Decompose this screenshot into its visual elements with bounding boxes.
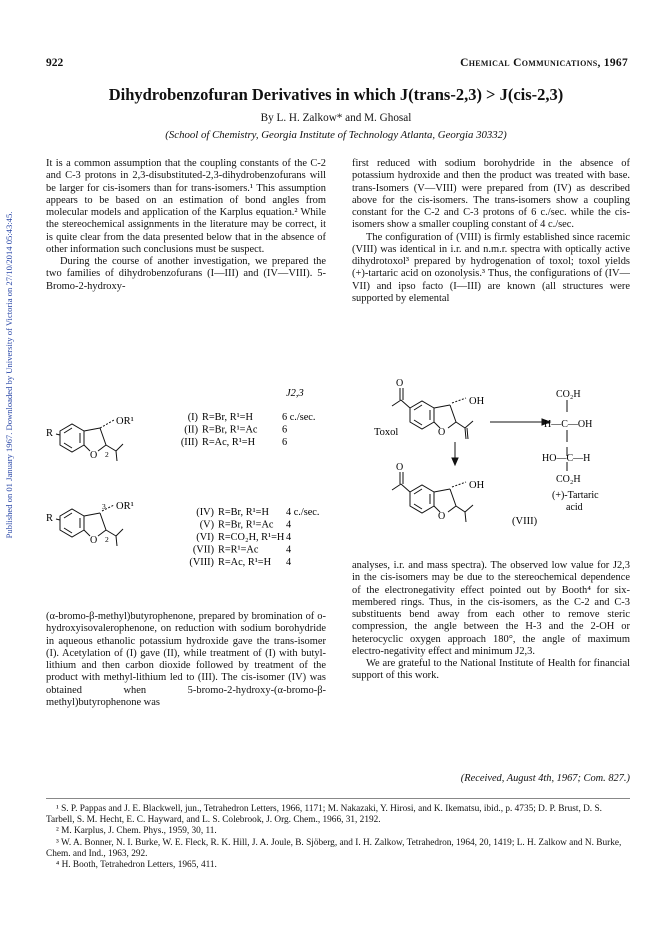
toxol-label: Toxol [374,427,399,438]
cis-row-4-id: (VII) [192,544,214,556]
cis-structure-table [46,497,336,587]
page-number: 922 [46,57,64,69]
j23-header: J2,3 [286,388,304,399]
cis-row-2-j: 4 [286,519,292,531]
received-date: (Received, August 4th, 1967; Com. 827.) [460,773,630,784]
trans-row-1-j: 6 c./sec. [282,412,316,423]
footnote-rule [46,798,630,799]
trans-row-3-j: 6 [282,437,288,448]
trans-or1-label: OR¹ [116,416,134,427]
toxol-ring-o: O [438,427,446,438]
trans-row-1-subst: R=Br, R¹=H [202,412,253,423]
cis-table-rows [189,507,319,568]
paragraph-4: first reduced with sodium borohydride in the absence of potassium hydroxide and then the product was treated with base. trans-Isomers (V—VIII) were prepared from (IV) as described above for the cis-isomers. The trans-isomers show a coupling constant for the C-2 and C-3 protons of 6 c./sec. while the cis-isomers show a smaller coupling constant of 4 c./sec. [352,158,630,231]
article-title: Dihydrobenzofuran Derivatives in which J(trans-2,3) > J(cis-2,3) [108,85,564,104]
cis-position-2: 2 [105,535,109,544]
viii-carbonyl-o: O [396,462,404,473]
cis-row-3-j: 4 [286,532,292,543]
paragraph-2: During the course of another investigation, we prepared the two families of dihydrobenzofurans (I—III) and (IV—VIII). 5-Bromo-2-hydroxy- [46,256,326,292]
trans-row-1-id: (I) [187,412,198,423]
cis-row-4-subst: R=R¹=Ac [218,544,259,556]
paragraph-5: The configuration of (VIII) is firmly established since racemic (VIII) was identical in i.r. and n.m.r. spectra with optically active dihydrotoxol³ prepared by hydrogenation of toxol; toxol yields (+)-tartaric acid on ozonolysis.³ Thus, the configurations of (IV—VII) and ipso facto (I—III) are known (all structures were supported by elemental [352,231,630,304]
cis-row-5-j: 4 [286,557,292,568]
cis-row-2-subst: R=Br, R¹=Ac [218,519,274,531]
trans-table-rows [181,412,316,448]
toxol-carbonyl-o: O [396,378,404,389]
download-watermark [2,160,16,590]
tartaric-name-1: (+)-Tartaric [552,490,599,501]
left-column-bottom [46,611,326,709]
cis-row-5-subst: R=Ac, R¹=H [218,557,272,568]
tartaric-co2h-bottom: CO₂H [556,474,581,485]
cis-r-label: R [46,513,54,524]
cis-row-4-j: 4 [286,544,292,556]
download-watermark-text: Published on 01 January 1967. Downloaded by University of Victoria on 27/10/2014 05:43:45. [4,211,14,539]
trans-position-2: 2 [105,450,109,459]
paragraph-1: It is a common assumption that the coupling constants of the C-2 and C-3 protons in 2,3-disubstituted-2,3-dihydrobenzofurans will be larger for cis-isomers than for trans-isomers.¹ This assumption appears to be based on an estimation of bond angles from molecular models and application of the Karplus equation.² While the stereochemical assignments in the literature may be correct, it is quite clear from the data presented below that in the absence of other information such conclusions must be suspect. [46,158,326,255]
cis-row-1-j: 4 c./sec. [286,507,320,518]
journal-header: Chemical Communications, 1967 [460,57,628,69]
toxol-oh: OH [469,396,485,407]
footnote-2: ² M. Karplus, J. Chem. Phys., 1959, 30, 11. [56,826,217,837]
cis-row-3-subst: R=CO₂H, R¹=H [218,532,285,543]
footnotes [46,804,630,871]
right-column-bottom [352,560,630,683]
trans-ring-o: O [90,450,98,461]
paragraph-6: analyses, i.r. and mass spectra). The observed low value for J2,3 in the cis-isomers may be due to the stereochemical dependence of the electronegativity effect pointed out by Booth⁴ for six-membered rings. Thus, in the cis-isomers, as the C-2 and C-3 substituents bend away from each other to remove steric compression, the angle between the H-3 and the 2-OH or heterocyclic oxygen approach 180°, the angle of maximum electro-negativity effect and minimum J2,3. [352,560,630,657]
cis-row-1-id: (IV) [196,507,214,518]
trans-structure-table [46,378,336,473]
cis-ring-o: O [90,535,98,546]
trans-row-2-subst: R=Br, R¹=Ac [202,424,258,436]
tartaric-co2h-top: CO₂H [556,389,581,400]
left-column-top [46,158,326,293]
trans-row-2-j: 6 [282,424,288,436]
toxol-drawing [392,388,567,522]
cis-row-1-subst: R=Br, R¹=H [218,507,269,518]
footnote-3: ³ W. A. Bonner, N. I. Burke, W. E. Fleck, R. K. Hill, J. A. Joule, B. Sjöberg, and I. H. Zalkow, Tetrahedron, 1964, 20, 1419; L. H. Zalkow and N. Burke, Chem. and Ind., 1963, 292. [46,837,622,859]
toxol-scheme [352,372,632,537]
viii-oh: OH [469,480,485,491]
cis-row-2-id: (V) [199,519,214,531]
footnote-4: ⁴ H. Booth, Tetrahedron Letters, 1965, 411. [56,860,217,871]
cis-position-3: 3 [102,502,106,511]
cis-row-3-id: (VI) [196,532,214,543]
trans-r-label: R [46,428,54,439]
paragraph-7: We are grateful to the National Institute of Health for financial support of this work. [352,658,630,682]
tartaric-h-c-oh: H—C—OH [544,419,593,430]
authors: By L. H. Zalkow* and M. Ghosal [260,112,412,124]
footnote-1: ¹ S. P. Pappas and J. E. Blackwell, jun., Tetrahedron Letters, 1966, 1171; M. Nakazaki, Y. Hirosi, and K. Ikematsu, ibid., p. 4735; D. P. Brust, D. S. Tarbell, S. M. Hecht, E. C. Hayward, and L. S. Colebrook, J. Org. Chem., 1966, 31, 2192. [46,804,602,826]
tartaric-ho-c-h: HO—C—H [542,453,591,464]
right-column-top [352,158,630,305]
trans-row-2-id: (II) [184,424,198,436]
trans-row-3-id: (III) [180,437,198,448]
tartaric-name-2: acid [566,502,583,513]
cis-or1-label: OR¹ [116,501,134,512]
trans-row-3-subst: R=Ac, R¹=H [202,437,256,448]
viii-label: (VIII) [512,516,538,527]
affiliation: (School of Chemistry, Georgia Institute of Technology Atlanta, Georgia 30332) [165,129,507,141]
viii-ring-o: O [438,511,446,522]
paragraph-3: (α-bromo-β-methyl)butyrophenone, prepared by bromination of o-hydroxyisovalerophenone, on reduction with sodium borohydride in aqueous ethanolic potassium hydroxide gave the trans-isomer (I). Acetylation of (I) gave (II), while treatment of (I) with butyl-lithium and then carbon dioxide followed by treatment of the product with methyl-lithium led to (III). The cis-isomer (IV) was obtained when 5-bromo-2-hydroxy-(α-bromo-β-methyl)butyrophenone was [46,611,326,708]
cis-row-5-id: (VIII) [189,557,214,568]
